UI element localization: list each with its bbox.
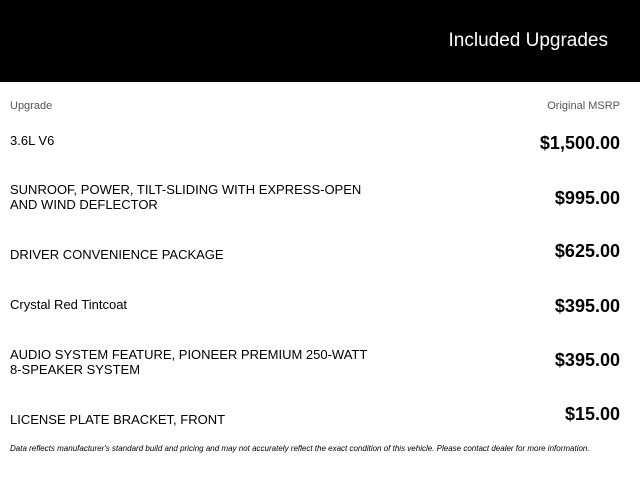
upgrade-name: LICENSE PLATE BRACKET, FRONT xyxy=(10,412,226,427)
upgrade-name: Crystal Red Tintcoat xyxy=(10,297,128,312)
upgrade-price: $1,500.00 xyxy=(539,133,620,153)
upgrade-price: $625.00 xyxy=(554,241,620,261)
upgrade-price: $995.00 xyxy=(554,188,620,208)
upgrade-price: $15.00 xyxy=(564,404,620,424)
upgrade-name: SUNROOF, POWER, TILT-SLIDING WITH EXPRESS-OPEN AND WIND DEFLECTOR xyxy=(10,182,362,212)
upgrade-name: 3.6L V6 xyxy=(10,133,55,148)
upgrade-price: $395.00 xyxy=(554,350,620,370)
upgrade-price: $395.00 xyxy=(554,296,620,316)
page-title: Included Upgrades xyxy=(448,30,608,51)
column-header-msrp: Original MSRP xyxy=(547,100,620,112)
header-bar xyxy=(0,0,640,82)
column-header-upgrade: Upgrade xyxy=(10,100,53,112)
upgrade-name: AUDIO SYSTEM FEATURE, PIONEER PREMIUM 250-WATT 8-SPEAKER SYSTEM xyxy=(10,347,368,377)
disclaimer-text: Data reflects manufacturer's standard build and pricing and may not accurately reflect the exact condition of this vehicle. Please contact dealer for more information. xyxy=(10,444,590,453)
upgrade-name: DRIVER CONVENIENCE PACKAGE xyxy=(10,247,224,262)
